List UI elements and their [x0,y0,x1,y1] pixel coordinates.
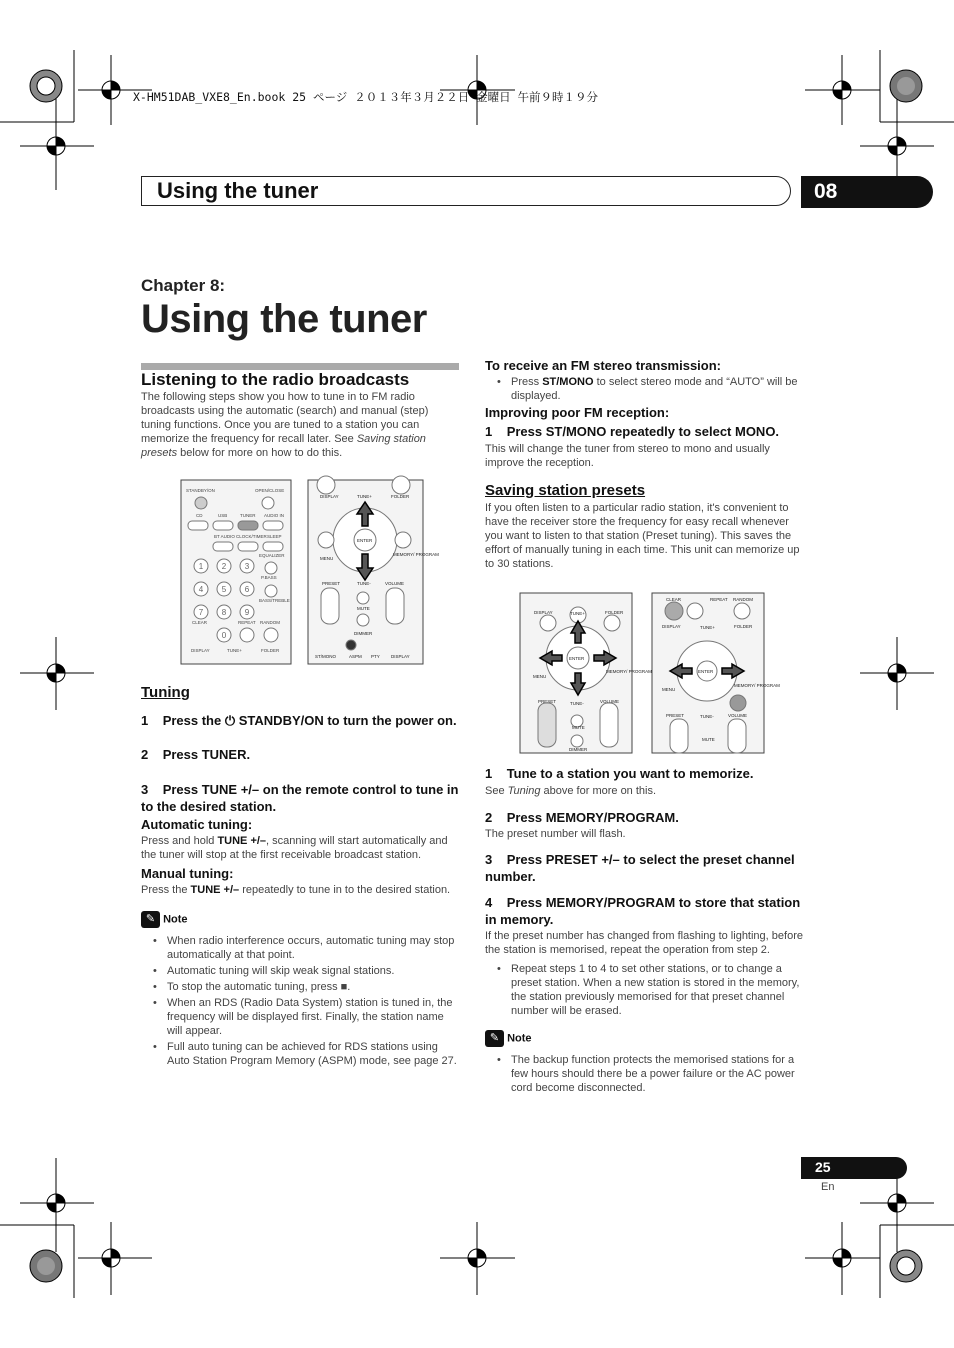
menu-label-2: MENU [533,674,547,679]
bass-treble-label: BASS/TREBLE [259,598,290,603]
step-1-number: 1 [141,713,149,728]
aspm-label: ASPM [349,654,362,659]
poor-step-text: Press ST/MONO repeatedly to select MONO. [506,424,780,439]
power-icon: ⏻ [224,713,236,728]
preset-step-3-number: 3 [485,852,493,867]
equalizer-label: EQUALIZER [259,553,285,558]
step-1-text-a: Press the [162,713,225,728]
note-header-2 [485,1030,803,1047]
note-header [141,911,459,928]
note-list [141,934,459,1068]
remote-illustration-presets [520,593,780,753]
poor-reception-body: This will change the tuner from stereo to mono and usually improve the reception. [485,443,770,469]
volume-label-2: VOLUME [600,699,620,704]
chapter-number-tab: 08 [801,176,933,208]
tuning-heading: Tuning [141,684,190,701]
poor-reception-step [485,423,803,440]
note-label: Note [163,913,188,926]
digit-6: 6 [244,585,250,594]
tune-minus-label-2: TUNE- [570,701,584,706]
st-mono-label: ST/MONO [315,654,336,659]
tuning-link[interactable]: Tuning [507,785,541,797]
p1-body-a: See [485,785,508,797]
mute-label-3: MUTE [702,737,715,742]
poor-step-number: 1 [485,424,493,439]
tune-plus-label-4: TUNE+ [570,611,585,616]
manual-key: TUNE +/– [190,884,240,896]
digit-8: 8 [221,608,227,617]
standby-label: STANDBY/ON [186,488,215,493]
manual-text-b: repeatedly to tune in to the desired station. [239,884,451,896]
clear-label: CLEAR [192,620,208,625]
digit-4: 4 [198,585,204,594]
folder-label-5: FOLDER [734,624,753,629]
tuner-label: TUNER [240,513,256,518]
intro-paragraph [141,390,459,460]
step-2-number: 2 [141,747,149,762]
digit-9: 9 [244,608,250,617]
saving-presets-heading: Saving station presets [485,482,646,499]
saving-presets-body: If you often listen to a particular radio station, it's convenient to have the receiver store the frequency for easy recall whenever you want to listen to that station (Preset tuning). This saves the effort of manually tuning in each time. This unit can memorize up to 30 stations. [485,502,800,570]
page-number: 25 [801,1157,907,1179]
repeat-label: REPEAT [238,620,256,625]
section-rule [141,363,459,370]
preset-step-2-text: Press MEMORY/PROGRAM. [506,810,679,825]
intro-link[interactable]: Saving station presets [141,433,426,459]
memory-program-label-2: MEMORY/ PROGRAM [606,669,652,674]
fm-stereo-list [485,375,803,403]
left-column [141,370,459,460]
folder-label-4: FOLDER [605,610,624,615]
display-label-4: DISPLAY [534,610,553,615]
tune-plus-label-2: TUNE+ [357,494,372,499]
note-item: • Full auto tuning can be achieved for RDS stations using Auto Station Program Memory (ASPM) mode, see page 27. [141,1040,459,1068]
auto-text-b: , scanning will start automatically and the tuner will stop at the first receivable broadcast station. [141,835,448,861]
enter-label-3: ENTER [698,669,714,674]
auto-key: TUNE +/– [217,835,267,847]
dimmer-label: DIMMER [354,631,373,636]
step-3 [141,781,459,815]
repeat-label-2: REPEAT [710,597,728,602]
intro-text-end: below for more on how to do this. [177,447,343,459]
clear-label-2: CLEAR [666,597,682,602]
fm-stereo-text-a: Press [511,376,543,388]
digit-1: 1 [198,562,204,571]
preset-step-4-text: Press MEMORY/PROGRAM to store that station in memory. [485,895,801,927]
note-item: • Automatic tuning will skip weak signal stations. [141,964,459,978]
enter-label: ENTER [357,538,373,543]
enter-label-2: ENTER [569,656,585,661]
folder-label-2: FOLDER [391,494,410,499]
note-item: • When an RDS (Radio Data System) station is tuned in, the frequency will be displayed first. Finally, the station name will appear. [141,996,459,1038]
preset-step-2-body: The preset number will flash. [485,828,626,840]
note-item: • When radio interference occurs, automatic tuning may stop automatically at that point. [141,934,459,962]
cd-label: CD [196,513,203,518]
preset-step-4-number: 4 [485,895,493,910]
clock-timer-label: CLOCK/TIMER [236,534,267,539]
preset-step-1-number: 1 [485,766,493,781]
pty-label: PTY [371,654,380,659]
page-language: En [821,1181,835,1193]
preset-step-4-bullets [485,962,803,1018]
random-label: RANDOM [260,620,280,625]
volume-label: VOLUME [385,581,405,586]
pbass-label: P.BASS [261,575,277,580]
fm-stereo-item [485,375,803,403]
tune-plus-label: TUNE+ [227,648,242,653]
step-3-text: Press TUNE +/– on the remote control to tune in to the desired station. [141,782,459,814]
fm-stereo-heading: To receive an FM stereo transmission: [485,358,721,373]
usb-label: USB [218,513,228,518]
dimmer-label-2: DIMMER [569,747,588,752]
display-label-5: DISPLAY [662,624,681,629]
menu-label: MENU [320,556,334,561]
preset-label-3: PRESET [666,713,685,718]
folder-label: FOLDER [261,648,280,653]
preset-step-1-body [485,784,803,798]
sleep-label: SLEEP [267,534,282,539]
section-title: Listening to the radio broadcasts [141,370,410,389]
tune-minus-label-3: TUNE- [700,714,714,719]
open-close-label: OPEN/CLOSE [255,488,285,493]
chapter-label: Chapter 8: [141,276,226,295]
automatic-tuning-heading: Automatic tuning: [141,817,253,832]
step-2 [141,746,459,763]
digit-0: 0 [221,631,227,640]
preset-label: PRESET [322,581,341,586]
preset-step-1-text: Tune to a station you want to memorize. [506,766,754,781]
p1-body-b: above for more on this. [540,785,657,797]
digit-7: 7 [198,608,204,617]
preset-step-2 [485,809,803,826]
digit-2: 2 [221,562,227,571]
mute-label: MUTE [357,606,370,611]
poor-reception-heading: Improving poor FM reception: [485,405,670,420]
chapter-title: Using the tuner [141,297,427,341]
audio-in-label: AUDIO IN [264,513,285,518]
mute-label-2: MUTE [572,725,585,730]
random-label-2: RANDOM [733,597,753,602]
note-icon: ✎ [141,911,160,928]
preset-step-3-text: Press PRESET +/– to select the preset channel number. [485,852,795,884]
manual-tuning-heading: Manual tuning: [141,866,234,881]
step-1-text-b: STANDBY/ON to turn the power on. [235,713,457,728]
menu-label-3: MENU [662,687,676,692]
memory-program-label-3: MEMORY/ PROGRAM [734,683,780,688]
preset-step-3 [485,851,803,885]
automatic-tuning-text [141,834,459,862]
step-3-number: 3 [141,782,149,797]
note-item: • To stop the automatic tuning, press ■. [141,980,459,994]
display-label: DISPLAY [191,648,210,653]
remote-illustration-tuning [181,480,439,664]
auto-text-a: Press and hold [141,835,218,847]
note-icon: ✎ [485,1030,504,1047]
digit-5: 5 [221,585,227,594]
step-2-text: Press TUNER. [162,747,251,762]
intro-text: The following steps show you how to tune in to FM radio broadcasts using the automatic (search) and manual (step) tuning functions. Once you are tuned to a station you can memorize the frequency for recall later. See [141,391,429,445]
print-header: X-HM51DAB_VXE8_En.book 25 ページ ２０１３年３月２２日 金曜日 午前９時１９分 [133,90,599,104]
tune-minus-label: TUNE- [357,581,371,586]
fm-stereo-text-b: to select stereo mode and “AUTO” will be displayed. [511,376,798,402]
volume-label-3: VOLUME [728,713,748,718]
note-list-2 [485,1053,803,1095]
preset-bullet: • Repeat steps 1 to 4 to set other stations, or to change a preset station. When a new station is stored in the memory, the station previously memorised for that preset channel number will be erased. [485,962,803,1018]
step-1 [141,712,459,729]
preset-step-2-number: 2 [485,810,493,825]
memory-program-label: MEMORY/ PROGRAM [393,552,439,557]
preset-step-1 [485,765,803,782]
note-label-2: Note [507,1032,532,1045]
preset-step-4-body: If the preset number has changed from flashing to lighting, before the station is memorised, repeat the operation from step 2. [485,930,803,956]
manual-text-a: Press the [141,884,191,896]
header-title: Using the tuner [157,178,319,203]
manual-tuning-text [141,883,459,897]
tuning-section [141,686,459,1070]
digit-3: 3 [244,562,250,571]
right-column [485,359,803,571]
preset-steps [485,765,803,1097]
preset-label-2: PRESET [538,699,557,704]
display-label-2: DISPLAY [320,494,339,499]
preset-step-4 [485,894,803,928]
bt-audio-label: BT AUDIO [214,534,235,539]
display-label-3: DISPLAY [391,654,410,659]
fm-stereo-key: ST/MONO [542,376,594,388]
note-item: • The backup function protects the memorised stations for a few hours should there be a power failure or the AC power cord become disconnected. [485,1053,803,1095]
tune-plus-label-5: TUNE+ [700,625,715,630]
